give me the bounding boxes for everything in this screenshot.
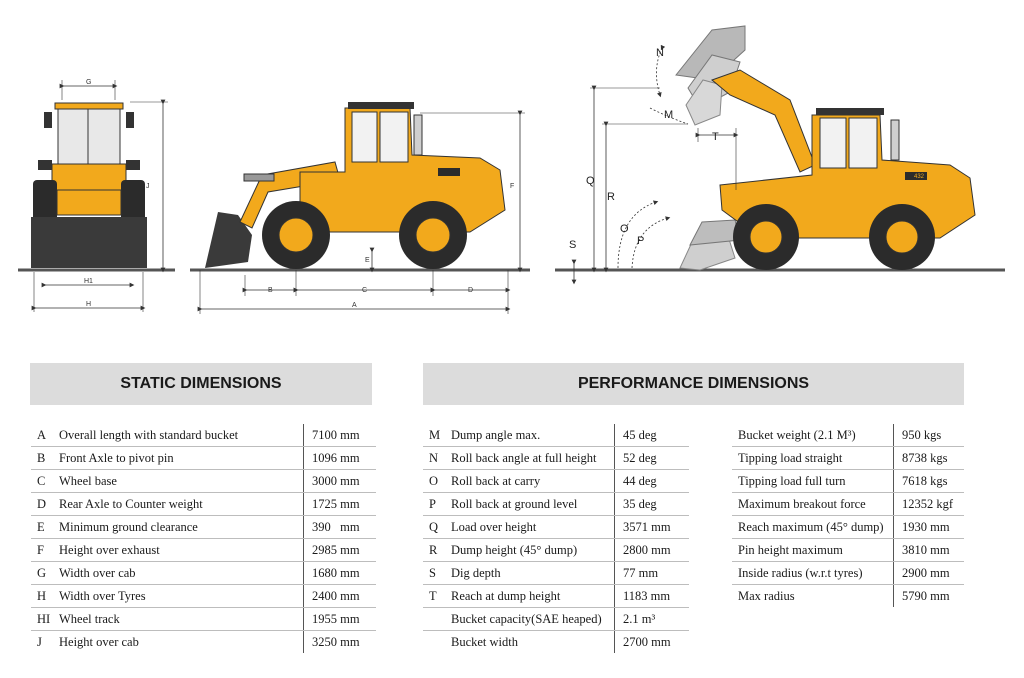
dim-label-t: T [712,131,719,143]
table-row [31,493,376,516]
row-label: Roll back at carry [451,470,615,493]
row-label: Inside radius (w.r.t tyres) [732,562,894,585]
row-code: P [423,493,451,516]
table-row [732,493,964,516]
performance-dimensions-title: PERFORMANCE DIMENSIONS [577,375,810,392]
table-row [31,585,376,608]
dim-label-f: F [510,183,515,190]
static-dimensions-title: STATIC DIMENSIONS [120,375,282,392]
row-code: G [31,562,59,585]
row-label: Reach maximum (45° dump) [732,516,894,539]
row-value: 52 deg [615,447,690,470]
row-label: Width over Tyres [59,585,304,608]
row-label: Width over cab [59,562,304,585]
table-row [732,585,964,608]
row-label: Front Axle to pivot pin [59,447,304,470]
table-row [423,424,689,447]
dim-label-j: J [146,183,150,190]
row-code: J [37,634,42,649]
dim-label-r: R [607,191,615,203]
row-code: R [423,539,451,562]
row-code [423,608,451,631]
dim-label-b: B [268,287,273,294]
row-value: 2985 mm [304,539,377,562]
table-row [423,470,689,493]
dim-label-p: P [637,235,645,247]
table-row [423,631,689,654]
dim-label-m: M [664,109,674,121]
row-code: B [31,447,59,470]
table-row [732,424,964,447]
row-code [423,631,451,654]
row-label: Max radius [738,588,795,603]
dim-label-o: O [620,223,629,235]
row-value: 45 deg [615,424,690,447]
row-value: 950 kgs [894,424,965,447]
row-code: F [31,539,59,562]
row-value: 3571 mm [615,516,690,539]
row-value: 2.1 m³ [615,608,690,631]
row-value: 1930 mm [894,516,965,539]
row-code: Q [423,516,451,539]
performance-dimensions-header [423,363,964,405]
row-label: Tipping load straight [732,447,894,470]
row-label: Height over cab [59,634,139,649]
table-row [31,447,376,470]
row-label: Dump height (45° dump) [451,539,615,562]
row-value: 1183 mm [615,585,690,608]
dim-label-e: E [365,257,370,264]
row-value: 3250 mm [304,631,377,654]
row-label: Wheel base [59,470,304,493]
row-value: 2400 mm [304,585,377,608]
static-dimensions-header [30,363,372,405]
row-value: 3810 mm [894,539,965,562]
row-code: A [31,424,59,447]
row-label: Dump angle max. [451,424,615,447]
performance-extra-table [732,424,964,607]
lift-view-diagram [555,26,1005,282]
table-row [732,470,964,493]
row-label: Bucket weight (2.1 M³) [732,424,894,447]
table-row [423,516,689,539]
table-row [31,470,376,493]
row-label: Height over exhaust [59,539,304,562]
cab-badge: 432 [914,174,925,180]
row-code: M [423,424,451,447]
row-label: Overall length with standard bucket [59,424,304,447]
row-label: Roll back at ground level [451,493,615,516]
table-row [423,539,689,562]
table-row [31,608,376,631]
table-row [732,516,964,539]
table-row [732,562,964,585]
row-label: Bucket capacity(SAE heaped) [451,608,615,631]
side-view-diagram [190,102,530,314]
row-label: Load over height [451,516,615,539]
table-row [31,562,376,585]
table-row [423,608,689,631]
row-code: HI [31,608,59,631]
row-code: C [31,470,59,493]
row-code: S [423,562,451,585]
row-value: 3000 mm [304,470,377,493]
row-label: Reach at dump height [451,585,615,608]
row-value: 44 deg [615,470,690,493]
table-row [423,562,689,585]
row-code: H [31,585,59,608]
row-value: 1955 mm [304,608,377,631]
row-value: 2800 mm [615,539,690,562]
row-label: Tipping load full turn [732,470,894,493]
dim-label-q: Q [586,175,595,187]
row-label: Pin height maximum [732,539,894,562]
row-label: Dig depth [451,562,615,585]
row-label: Roll back angle at full height [451,447,615,470]
row-label: Rear Axle to Counter weight [59,493,304,516]
row-value: 77 mm [615,562,690,585]
row-value: 5790 mm [894,585,965,608]
dim-label-h: H [86,301,92,308]
table-row [31,516,376,539]
table-row [31,539,376,562]
dim-label-c: C [362,287,368,294]
table-row [423,493,689,516]
table-row [423,447,689,470]
row-code: T [423,585,451,608]
table-row [31,424,376,447]
row-code: O [423,470,451,493]
row-code: D [31,493,59,516]
row-value: 12352 kgf [894,493,965,516]
row-value: 1096 mm [304,447,377,470]
dim-label-h1: H1 [84,278,93,285]
table-row [732,539,964,562]
dim-label-g: G [86,79,92,86]
row-value: 7100 mm [304,424,377,447]
table-row [732,447,964,470]
row-value: 2900 mm [894,562,965,585]
row-value: 2700 mm [615,631,690,654]
row-value: 1725 mm [304,493,377,516]
dim-label-d: D [468,287,474,294]
dim-label-n: N [656,47,664,59]
row-code: E [31,516,59,539]
static-dimensions-table [31,424,376,653]
dim-label-a: A [352,302,357,309]
row-code: N [423,447,451,470]
row-value: 35 deg [615,493,690,516]
loader-diagrams [0,0,1024,330]
table-row [423,585,689,608]
row-value: 1680 mm [304,562,377,585]
performance-dimensions-table [423,424,689,653]
row-label: Maximum breakout force [732,493,894,516]
row-label: Wheel track [59,608,304,631]
row-value: 8738 kgs [894,447,965,470]
row-value: 7618 kgs [894,470,965,493]
table-row [31,631,376,654]
row-label: Bucket width [451,634,519,649]
dim-label-s: S [569,239,577,251]
row-label: Minimum ground clearance [59,516,304,539]
front-view-diagram [18,79,175,312]
row-value: 390 mm [304,516,377,539]
